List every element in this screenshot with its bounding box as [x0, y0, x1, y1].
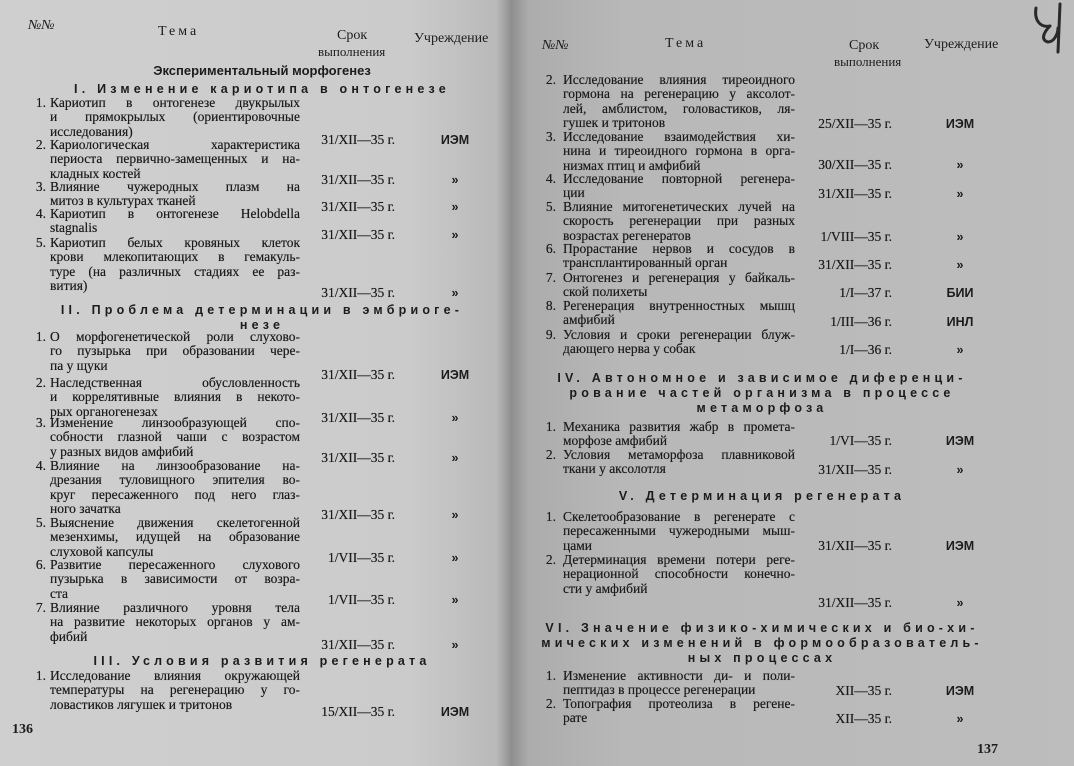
- item-topic-line: О морфогенетической роли слухово-: [50, 329, 300, 344]
- item-number: 3.: [545, 129, 556, 144]
- item-topic-line: Скелетообразование в регенерате с: [563, 509, 795, 524]
- item-topic-line: Онтогенез и регенерация у байкаль-: [563, 270, 795, 285]
- item-topic-line: и коррелятивные влияния в некото-: [50, 389, 300, 405]
- item-number: 2.: [35, 137, 46, 152]
- item-topic-line: нина и тиреоидного гормона в орга-: [563, 143, 795, 159]
- item-deadline: 31/XII—35 г.: [321, 132, 395, 147]
- item-topic-line: Кариотип белых кровяных клеток: [50, 235, 300, 250]
- item-deadline: XII—35 г.: [835, 683, 892, 698]
- item-topic-line: круг пересаженного под него глаз-: [50, 486, 300, 502]
- item-number: 4.: [35, 458, 46, 473]
- item-institution: »: [451, 451, 459, 465]
- item-topic-line: Кариологическая характеристика: [50, 137, 300, 152]
- item-number: 6.: [545, 241, 556, 256]
- item-number: 1.: [545, 668, 556, 683]
- item-number: 1.: [545, 419, 556, 434]
- item-topic-line: скорость регенерации при разных: [563, 213, 795, 229]
- item-institution: ИЭМ: [945, 684, 975, 698]
- item-institution: »: [451, 228, 459, 242]
- item-topic-line: трансплантированный орган: [563, 255, 728, 271]
- item-number: 5.: [35, 235, 46, 250]
- item-topic-line: ции: [563, 185, 585, 201]
- item-topic-line: дрезания туловищного эпителия во-: [50, 472, 300, 488]
- item-number: 4.: [545, 171, 556, 186]
- item-deadline: 1/I—36 г.: [839, 342, 892, 357]
- item-deadline: 31/XII—35 г.: [818, 186, 892, 201]
- handwritten-mark-icon: [1030, 2, 1070, 54]
- item-institution: БИИ: [946, 286, 974, 300]
- item-topic-line: Исследование влияния тиреоидного: [563, 72, 795, 87]
- item-topic-line: лей, амблистом, головастиков, ля-: [563, 100, 795, 116]
- item-deadline: XII—35 г.: [835, 711, 892, 726]
- item-number: 7.: [35, 600, 46, 615]
- item-topic-line: Исследование влияния окружающей: [50, 668, 300, 683]
- item-deadline: 1/VII—35 г.: [327, 550, 395, 565]
- item-topic-line: крови млекопитающих в гемакуль-: [50, 249, 300, 265]
- item-deadline: 31/XII—35 г.: [321, 227, 395, 242]
- item-institution: ИЭМ: [945, 434, 975, 448]
- section-title: Экспериментальный морфогенез: [153, 63, 371, 78]
- item-topic-line: рых органогенезах: [50, 403, 158, 419]
- item-topic-line: Регенерация внутренностных мышц: [563, 298, 795, 313]
- item-number: 1.: [35, 95, 46, 110]
- item-topic-line: Механика развития жабр в промета-: [563, 419, 795, 434]
- item-deadline: 31/XII—35 г.: [818, 538, 892, 553]
- item-topic-line: мезенхимы, идущей на образование: [50, 529, 300, 545]
- item-institution: »: [956, 258, 964, 272]
- item-institution: »: [956, 343, 964, 357]
- item-topic-line: пептидаз в процессе регенерации: [563, 682, 756, 698]
- section-heading: мических изменений в формообразователь-: [541, 636, 983, 650]
- item-number: 3.: [35, 415, 46, 430]
- item-topic-line: Детерминация времени потери реге-: [563, 552, 795, 567]
- item-topic-line: нерационной способности конечно-: [563, 566, 795, 582]
- item-deadline: 1/VIII—35 г.: [820, 229, 892, 244]
- item-institution: ИЭМ: [945, 539, 975, 553]
- item-institution: »: [451, 200, 459, 214]
- section-heading: ных процессах: [687, 651, 837, 665]
- item-deadline: 31/XII—35 г.: [321, 637, 395, 652]
- item-topic-line: ской полихеты: [563, 284, 648, 300]
- item-topic-line: сти у амфибий: [563, 580, 648, 596]
- header-term: Срок: [849, 38, 880, 53]
- item-topic-line: па у щуки: [50, 357, 108, 373]
- page-number: 136: [12, 722, 33, 737]
- item-topic-line: stagnalis: [50, 220, 98, 236]
- item-institution: »: [956, 230, 964, 244]
- item-deadline: 31/XII—35 г.: [321, 199, 395, 214]
- item-institution: »: [956, 463, 964, 477]
- item-topic-line: Исследование повторной регенера-: [563, 171, 795, 186]
- item-number: 2.: [35, 375, 46, 390]
- item-topic-line: исследования): [50, 123, 133, 139]
- item-institution: ИЭМ: [440, 705, 470, 719]
- item-topic-line: собности глазной чаши с возрастом: [50, 429, 300, 445]
- item-deadline: 31/XII—35 г.: [818, 257, 892, 272]
- item-number: 2.: [545, 447, 556, 462]
- item-topic-line: го пузырька при образовании чере-: [50, 343, 300, 359]
- item-number: 1.: [35, 668, 46, 683]
- item-topic-line: ста: [50, 585, 69, 601]
- item-topic-line: Изменение активности ди- и поли-: [563, 668, 795, 683]
- item-topic-line: у разных видов амфибий: [50, 443, 194, 459]
- item-number: 8.: [545, 298, 556, 313]
- item-topic-line: Влияние на линзообразование на-: [50, 458, 300, 473]
- item-topic-line: пересаженными чужеродными мыш-: [563, 523, 795, 539]
- item-institution: »: [956, 158, 964, 172]
- section-heading: рование частей организма в процессе: [569, 386, 955, 400]
- item-topic-line: периоста первично-замещенных и на-: [50, 151, 300, 167]
- item-topic-line: Прорастание нервов и сосудов в: [563, 241, 795, 256]
- header-institution: Учреждение: [924, 37, 999, 52]
- item-deadline: 31/XII—35 г.: [321, 410, 395, 425]
- section-heading: V. Детерминация регенерата: [618, 489, 906, 503]
- item-topic-line: гормона на регенерацию у аксолот-: [563, 86, 795, 102]
- item-topic-line: Развитие пересаженного слухового: [50, 557, 300, 572]
- header-topic: Тема: [665, 36, 707, 51]
- item-deadline: 31/XII—35 г.: [321, 172, 395, 187]
- item-deadline: 31/XII—35 г.: [321, 507, 395, 522]
- item-topic-line: Изменение линзообразующей спо-: [50, 415, 300, 430]
- item-number: 2.: [545, 72, 556, 87]
- item-deadline: 15/XII—35 г.: [321, 704, 395, 719]
- item-topic-line: фибий: [50, 628, 88, 644]
- item-number: 2.: [545, 696, 556, 711]
- header-term-line2: выполнения: [318, 44, 386, 59]
- item-topic-line: амфибий: [563, 312, 615, 328]
- section-heading: III. Условия развития регенерата: [93, 654, 431, 668]
- header-topic: Тема: [158, 24, 200, 39]
- item-deadline: 31/XII—35 г.: [818, 595, 892, 610]
- section-heading: незе: [239, 318, 285, 332]
- item-topic-line: слуховой капсулы: [50, 543, 154, 559]
- item-institution: »: [451, 551, 459, 565]
- item-topic-line: пузырька в зависимости от возра-: [50, 571, 300, 587]
- item-topic-line: Влияние митогенетических лучей на: [563, 199, 795, 214]
- item-institution: ИНЛ: [946, 315, 974, 329]
- item-institution: »: [451, 173, 459, 187]
- header-institution: Учреждение: [414, 31, 489, 46]
- item-topic-line: Наследственная обусловленность: [50, 375, 300, 390]
- item-topic-line: ловастиков лягушек и тритонов: [50, 696, 233, 712]
- item-topic-line: ного зачатка: [50, 500, 121, 516]
- item-number: 3.: [35, 179, 46, 194]
- item-topic-line: рате: [563, 710, 588, 726]
- item-topic-line: Условия и сроки регенерации блуж-: [563, 327, 795, 342]
- item-topic-line: гушек и тритонов: [563, 114, 666, 130]
- item-topic-line: морфозе амфибий: [563, 433, 668, 449]
- item-deadline: 31/XII—35 г.: [321, 450, 395, 465]
- item-topic-line: вития): [50, 277, 88, 293]
- section-heading: II. Проблема детерминации в эмбриоге-: [60, 303, 464, 317]
- left-page: [0, 0, 512, 766]
- item-deadline: 1/III—36 г.: [830, 314, 892, 329]
- item-number: 4.: [35, 206, 46, 221]
- item-deadline: 1/I—37 г.: [839, 285, 892, 300]
- item-topic-line: возрастах регенератов: [563, 227, 691, 243]
- item-topic-line: Топография протеолиза в регене-: [563, 696, 795, 711]
- section-heading: VI. Значение физико-химических и био-хи-: [545, 621, 979, 635]
- item-topic-line: и прямокрылых (ориентировочные: [50, 109, 300, 125]
- item-institution: »: [451, 638, 459, 652]
- header-term-line2: выполнения: [834, 54, 902, 69]
- item-topic-line: Кариотип в онтогенезе двукрылых: [50, 95, 300, 110]
- item-topic-line: низмах птиц и амфибий: [563, 157, 701, 173]
- item-institution: ИЭМ: [440, 368, 470, 382]
- item-number: 6.: [35, 557, 46, 572]
- header-term: Срок: [337, 28, 368, 43]
- item-institution: »: [451, 508, 459, 522]
- item-topic-line: Кариотип в онтогенезе Helobdella: [50, 206, 300, 221]
- item-deadline: 31/XII—35 г.: [321, 285, 395, 300]
- item-topic-line: цами: [563, 537, 592, 553]
- item-topic-line: Влияние различного уровня тела: [50, 600, 300, 615]
- item-deadline: 31/XII—35 г.: [818, 462, 892, 477]
- item-deadline: 1/VI—35 г.: [829, 433, 892, 448]
- item-number: 1.: [35, 329, 46, 344]
- item-number: 7.: [545, 270, 556, 285]
- item-topic-line: ткани у аксолотля: [563, 461, 666, 477]
- item-topic-line: температуры на регенерацию у го-: [50, 682, 300, 698]
- item-topic-line: Исследование взаимодействия хи-: [563, 129, 795, 144]
- item-deadline: 31/XII—35 г.: [321, 367, 395, 382]
- item-institution: ИЭМ: [945, 117, 975, 131]
- item-topic-line: Условия метаморфоза плавниковой: [563, 447, 795, 462]
- item-institution: »: [451, 286, 459, 300]
- item-deadline: 1/VII—35 г.: [327, 592, 395, 607]
- section-heading: IV. Автономное и зависимое диференци-: [557, 371, 967, 385]
- header-number: №№: [542, 38, 569, 53]
- item-institution: »: [956, 712, 964, 726]
- item-topic-line: Влияние чужеродных плазм на: [50, 179, 300, 194]
- item-number: 5.: [545, 199, 556, 214]
- right-page: [512, 0, 1074, 766]
- item-deadline: 30/XII—35 г.: [818, 157, 892, 172]
- section-heading: I. Изменение кариотипа в онтогенезе: [74, 82, 450, 96]
- item-topic-line: кладных костей: [50, 165, 141, 181]
- item-topic-line: митоз в культурах тканей: [50, 193, 196, 209]
- item-institution: »: [451, 593, 459, 607]
- section-heading: метаморфоза: [696, 401, 828, 415]
- item-topic-line: туре (на различных стадиях ее раз-: [50, 263, 300, 279]
- item-number: 9.: [545, 327, 556, 342]
- item-number: 5.: [35, 515, 46, 530]
- item-deadline: 25/XII—35 г.: [818, 116, 892, 131]
- header-number: №№: [28, 18, 55, 33]
- item-number: 1.: [545, 509, 556, 524]
- item-institution: »: [451, 411, 459, 425]
- item-institution: ИЭМ: [440, 133, 470, 147]
- item-topic-line: дающего нерва у собак: [563, 341, 696, 357]
- item-topic-line: на развитие некоторых органов у ам-: [50, 614, 300, 630]
- item-number: 2.: [545, 552, 556, 567]
- page-number: 137: [977, 742, 998, 757]
- item-topic-line: Выяснение движения скелетогенной: [50, 515, 300, 530]
- item-institution: »: [956, 596, 964, 610]
- item-institution: »: [956, 187, 964, 201]
